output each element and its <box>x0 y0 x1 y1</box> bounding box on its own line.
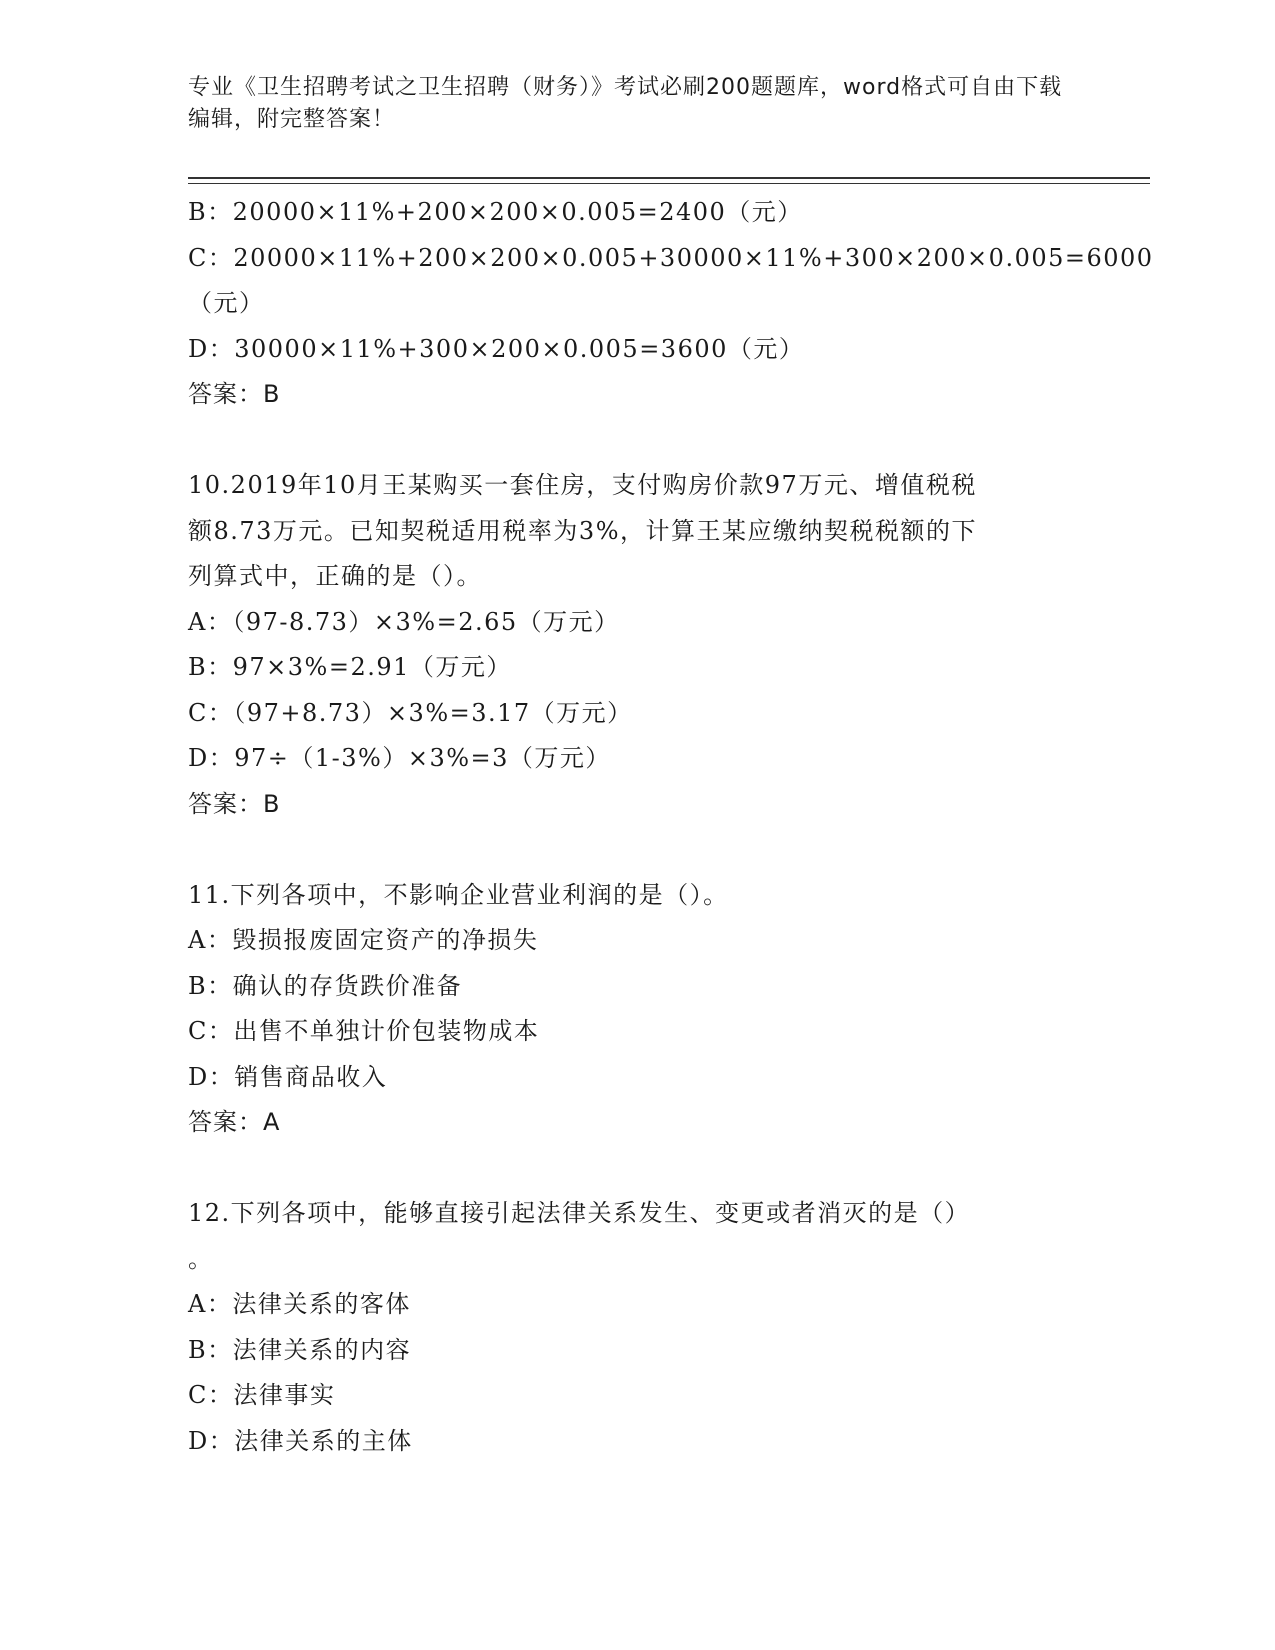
q9-option-d: D：30000×11%+300×200×0.005=3600（元） <box>188 334 805 363</box>
q10-answer: 答案：B <box>188 789 281 818</box>
q12-question-line-2: 。 <box>188 1244 214 1273</box>
q9-option-c: C：20000×11%+200×200×0.005+30000×11%+300×200×0.005=6000 <box>188 243 1154 272</box>
q10-option-b: B：97×3%=2.91（万元） <box>188 653 512 681</box>
q9-answer: 答案：B <box>188 380 281 408</box>
spacer <box>188 1146 1088 1192</box>
question-9-tail <box>188 190 1154 418</box>
q9-option-c-cont: （元） <box>188 289 265 317</box>
q11-option-a: A：毁损报废固定资产的净损失 <box>188 926 539 954</box>
q11-option-b: B：确认的存货跌价准备 <box>188 971 463 1000</box>
header-rule-thick <box>188 177 1150 179</box>
q12-option-d: D：法律关系的主体 <box>188 1426 413 1455</box>
q12-option-b: B：法律关系的内容 <box>188 1335 412 1364</box>
q12-question-line-1: 12.下列各项中，能够直接引起法律关系发生、变更或者消灭的是（） <box>188 1199 971 1227</box>
q10-option-a: A：（97-8.73）×3%=2.65（万元） <box>188 607 620 636</box>
q11-question: 11.下列各项中，不影响企业营业利润的是（）。 <box>188 880 729 909</box>
document-body <box>188 190 1154 1464</box>
q10-option-c: C：（97+8.73）×3%=3.17（万元） <box>188 698 633 727</box>
q11-option-c: C：出售不单独计价包装物成本 <box>188 1017 540 1045</box>
q12-option-c: C：法律事实 <box>188 1381 336 1409</box>
q10-question-line-1: 10.2019年10月王某购买一套住房，支付购房价款97万元、增值税税 <box>188 471 977 499</box>
header-rule-thin <box>188 183 1150 184</box>
q9-option-b: B：20000×11%+200×200×0.005=2400（元） <box>188 198 803 226</box>
q10-question-line-2: 额8.73万元。已知契税适用税率为3%，计算王某应缴纳契税税额的下 <box>188 516 978 545</box>
header-title: 专业《卫生招聘考试之卫生招聘（财务）》考试必刷200题题库，word格式可自由下载编辑，附完整答案！ <box>188 75 1063 132</box>
q11-option-d: D：销售商品收入 <box>188 1062 388 1091</box>
question-10 <box>188 463 1088 827</box>
question-11 <box>188 873 1088 1146</box>
q11-answer: 答案：A <box>188 1108 281 1136</box>
spacer <box>188 418 1088 464</box>
spacer <box>188 827 1088 873</box>
q10-option-d: D：97÷（1-3%）×3%=3（万元） <box>188 744 611 772</box>
q10-question-line-3: 列算式中，正确的是（）。 <box>188 562 482 590</box>
question-12 <box>188 1191 1088 1464</box>
q12-option-a: A：法律关系的客体 <box>188 1290 411 1318</box>
document-header <box>188 72 1068 136</box>
